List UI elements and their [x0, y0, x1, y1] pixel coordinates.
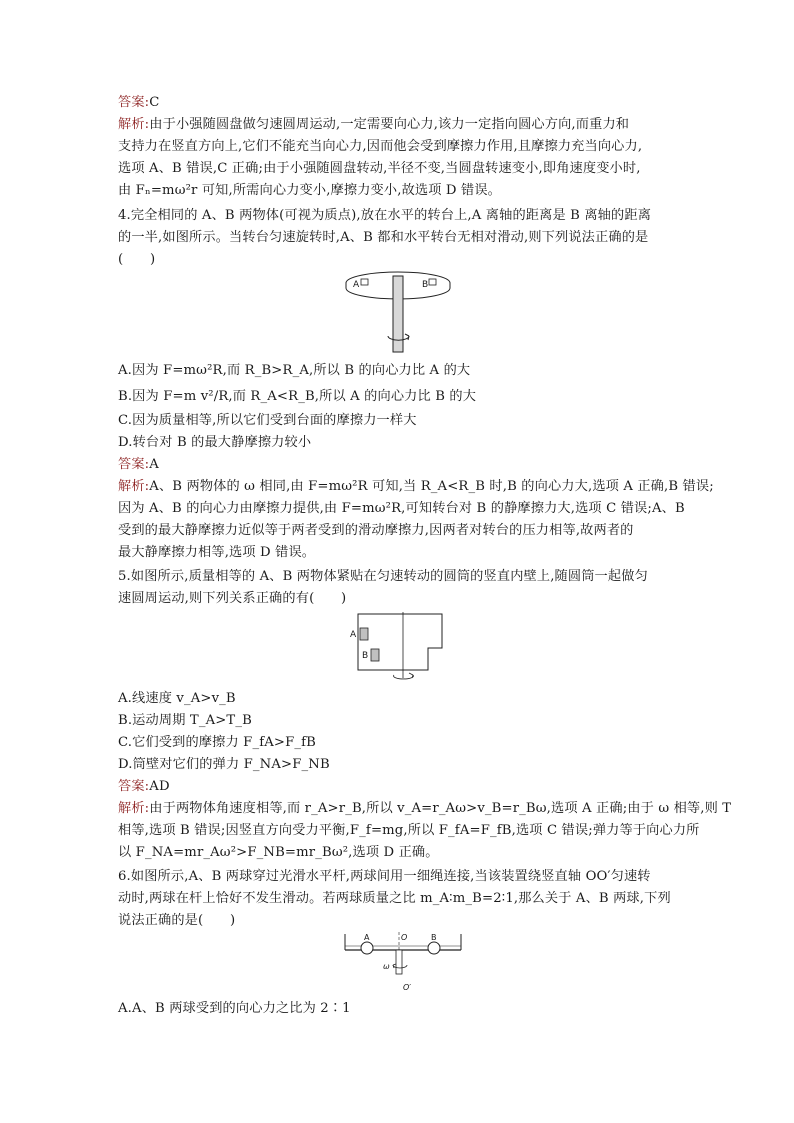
analysis-text: A、B 两物体的 ω 相同,由 F=mω²R 可知,当 R_A<R_B 时,B 的向心力大,选项 A 正确,B 错误;: [149, 479, 714, 494]
turntable-diagram: [343, 270, 453, 360]
label-o-prime: O′: [403, 983, 412, 992]
q4-stem-line-1: 4.完全相同的 A、B 两物体(可视为质点),放在水平的转台上,A 离轴的距离是 B 离轴的距离: [118, 208, 652, 223]
q5-stem-line-2: 速圆周运动,则下列关系正确的有( ): [118, 591, 347, 606]
block-a: [360, 628, 368, 640]
label-omega: ω: [383, 962, 390, 971]
answer-label: 答案:: [118, 95, 150, 110]
q4-stem-line-2: 的一半,如图所示。当转台匀速旋转时,A、B 都和水平转台无相对滑动,则下列说法正确的是: [118, 230, 649, 245]
q5-stem-line-1: 5.如图所示,质量相等的 A、B 两物体紧贴在匀速转动的圆筒的竖直内壁上,随圆筒一起做匀: [118, 569, 648, 584]
analysis-label: 解析:: [118, 479, 150, 494]
answer-value: AD: [149, 779, 170, 794]
q4-option-d: D.转台对 B 的最大静摩擦力较小: [118, 435, 312, 450]
q4-analysis-line-1: [118, 476, 714, 498]
q4-analysis-line-3: 受到的最大静摩擦力近似等于两者受到的滑动摩擦力,因两者对转台的压力相等,故两者的: [118, 523, 634, 538]
q4-analysis-line-4: 最大静摩擦力相等,选项 D 错误。: [118, 545, 316, 560]
label-b: B: [422, 280, 429, 290]
label-a: A: [353, 280, 360, 290]
label-a: A: [350, 630, 357, 640]
q5-answer-line: [118, 776, 170, 798]
answer-label: 答案:: [118, 779, 150, 794]
label-b: B: [431, 933, 437, 942]
q6-stem-line-1: 6.如图所示,A、B 两球穿过光滑水平杆,两球间用一细绳连接,当该装置绕竖直轴 OO′匀速转: [118, 869, 651, 884]
q3-answer-line: [118, 92, 160, 114]
answer-label: 答案:: [118, 457, 150, 472]
block-b: [371, 649, 379, 661]
answer-value: A: [149, 457, 159, 472]
q5-option-d: D.筒壁对它们的弹力 F_NA>F_NB: [118, 757, 330, 772]
q3-analysis-line-3: 选项 A、B 错误,C 正确;由于小强随圆盘转动,半径不变,当圆盘转速变小,即角速度变小时,: [118, 161, 641, 176]
block-b: [429, 279, 436, 285]
q5-analysis-line-3: 以 F_NA=mr_Aω²>F_NB=mr_Bω²,选项 D 正确。: [118, 845, 439, 860]
analysis-label: 解析:: [118, 117, 150, 132]
q3-analysis-line-2: 支持力在竖直方向上,它们不能充当向心力,因而他会受到摩擦力作用,且摩擦力充当向心力,: [118, 139, 643, 154]
ball-b: [428, 942, 440, 954]
label-b: B: [362, 651, 369, 661]
analysis-text: 由于小强随圆盘做匀速圆周运动,一定需要向心力,该力一定指向圆心方向,而重力和: [149, 117, 630, 132]
rod-diagram: [343, 932, 463, 994]
q3-analysis-line-4: 由 Fₙ=mω²r 可知,所需向心力变小,摩擦力变小,故选项 D 错误。: [118, 183, 502, 198]
q6-stem-line-2: 动时,两球在杆上恰好不发生滑动。若两球质量之比 m_A∶m_B=2∶1,那么关于 A、B 两球,下列: [118, 891, 671, 906]
q3-analysis-line-1: [118, 114, 629, 136]
q5-analysis-line-1: [118, 798, 731, 820]
q5-analysis-line-2: 相等,选项 B 错误;因竖直方向受力平衡,F_f=mg,所以 F_fA=F_fB,选项 C 错误;弹力等于向心力所: [118, 823, 700, 838]
q4-option-c: C.因为质量相等,所以它们受到台面的摩擦力一样大: [118, 413, 417, 428]
q4-analysis-line-2: 因为 A、B 的向心力由摩擦力提供,由 F=mω²R,可知转台对 B 的静摩擦力大,选项 C 错误;A、B: [118, 501, 685, 516]
q4-answer-line: [118, 454, 159, 476]
q4-stem-line-3: ( ): [118, 252, 156, 267]
analysis-label: 解析:: [118, 801, 150, 816]
q6-stem-line-3: 说法正确的是( ): [118, 913, 236, 928]
ball-a: [361, 942, 373, 954]
q4-option-a: A.因为 F=mω²R,而 R_B>R_A,所以 B 的向心力比 A 的大: [118, 363, 471, 378]
label-a: A: [364, 933, 370, 942]
answer-value: C: [149, 95, 160, 110]
q5-option-c: C.它们受到的摩擦力 F_fA>F_fB: [118, 735, 317, 750]
q5-option-b: B.运动周期 T_A>T_B: [118, 713, 252, 728]
label-o: O: [401, 933, 408, 942]
q5-option-a: A.线速度 v_A>v_B: [118, 691, 236, 706]
q4-option-b: B.因为 F=m v²/R,而 R_A<R_B,所以 A 的向心力比 B 的大: [118, 389, 477, 404]
q6-option-a: A.A、B 两球受到的向心力之比为 2∶1: [118, 1001, 351, 1016]
cylinder-diagram: [350, 612, 450, 684]
analysis-text: 由于两物体角速度相等,而 r_A>r_B,所以 v_A=r_Aω>v_B=r_Bω,选项 A 正确;由于 ω 相等,则 T: [149, 801, 732, 816]
block-a: [361, 279, 368, 285]
